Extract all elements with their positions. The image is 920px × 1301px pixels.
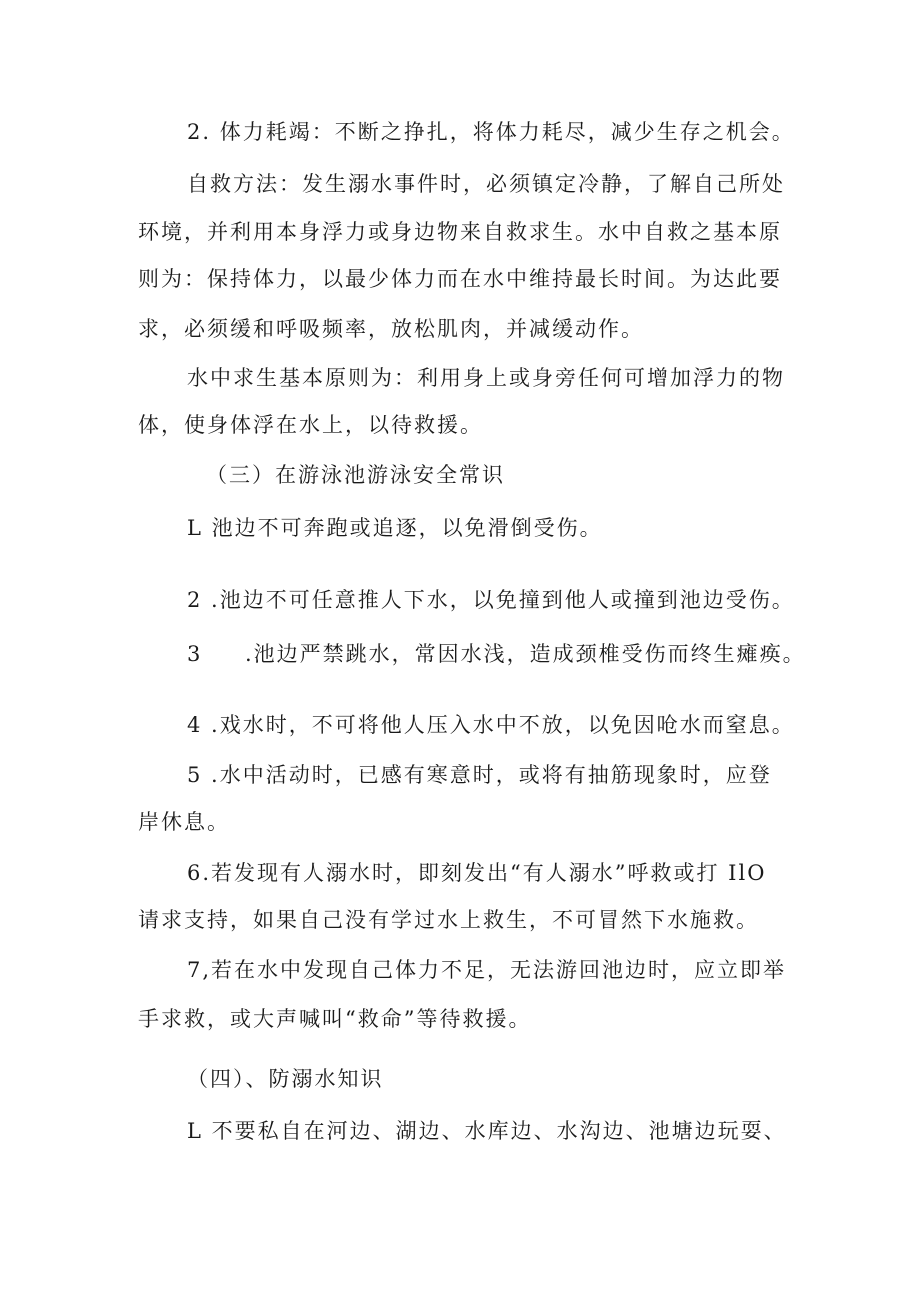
list-item: [187, 640, 806, 668]
text-line: 环境，并利用本身浮力或身边物来自救求生。水中自救之基本原: [138, 220, 782, 244]
text-line: 自救方法：发生溺水事件时，必须镇定冷静，了解自己所处: [187, 172, 785, 196]
section-heading: （四）、防溺水知识: [187, 1067, 384, 1091]
list-item: 2 .池边不可任意推人下水，以免撞到他人或撞到池边受伤。: [187, 588, 795, 612]
text-line: 岸休息。: [138, 810, 230, 834]
list-item: L 不要私自在河边、湖边、水库边、水沟边、池塘边玩耍、: [187, 1119, 787, 1143]
list-item: 7,若在水中发现自己体力不足，无法游回池边时，应立即举: [187, 958, 787, 982]
list-item-text: .池边严禁跳水，常因水浅，造成颈椎受伤而终生瘫痪。: [245, 642, 806, 666]
section-heading: （三）在游泳池游泳安全常识: [206, 463, 505, 487]
list-item: 5 .水中活动时，已感有寒意时，或将有抽筋现象时，应登: [187, 763, 772, 787]
text-line: 则为：保持体力，以最少体力而在水中维持最长时间。为达此要: [138, 267, 782, 291]
text-line: 水中求生基本原则为：利用身上或身旁任何可增加浮力的物: [187, 366, 785, 390]
list-item: 6.若发现有人溺水时，即刻发出“有人溺水”呼救或打 IlO: [187, 861, 767, 885]
text-line: 求，必须缓和呼吸频率，放松肌肉，并减缓动作。: [138, 317, 644, 341]
list-item: 4 .戏水时，不可将他人压入水中不放，以免因呛水而窒息。: [187, 713, 795, 737]
text-line: 手求救，或大声喊叫“救命”等待救援。: [138, 1007, 532, 1031]
text-line: 体，使身体浮在水上，以待救援。: [138, 413, 483, 437]
text-line: 请求支持，如果自己没有学过水上救生，不可冒然下水施救。: [138, 908, 759, 932]
list-item-number: 3: [187, 642, 203, 666]
list-item: L 池边不可奔跑或追逐，以免滑倒受伤。: [187, 516, 603, 540]
text-line: 2. 体力耗竭：不断之挣扎，将体力耗尽，减少生存之机会。: [187, 120, 795, 144]
